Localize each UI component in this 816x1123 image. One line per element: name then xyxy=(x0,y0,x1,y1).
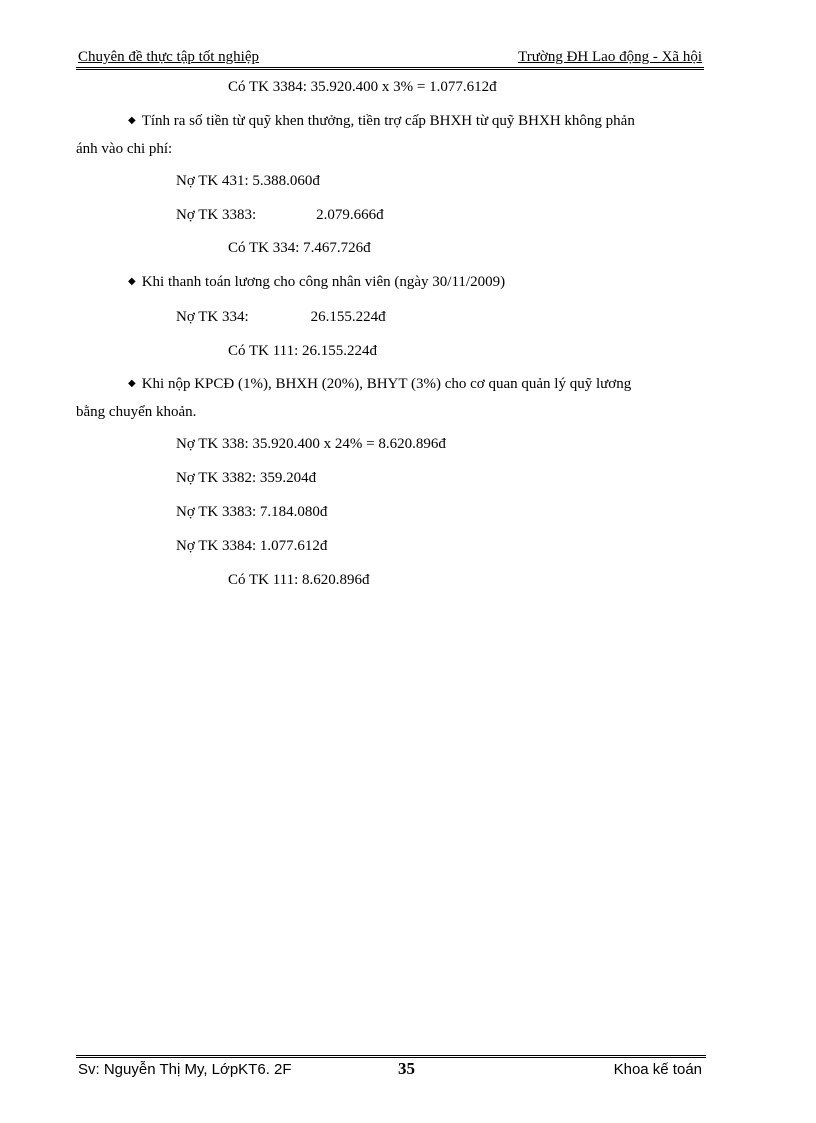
paragraph-text: Khi thanh toán lương cho công nhân viên (ngày 30/11/2009) xyxy=(141,274,506,290)
entry-no-334 xyxy=(176,307,386,327)
paragraph-thanh-toan xyxy=(128,272,505,294)
header-right-title: Trường ĐH Lao động - Xã hội xyxy=(518,49,702,65)
entry-no-3384: Nợ TK 3384: 1.077.612đ xyxy=(176,538,328,554)
paragraph-text-cont: ánh vào chi phí: xyxy=(76,141,173,157)
page-footer xyxy=(76,1055,706,1082)
paragraph-text: Khi nộp KPCĐ (1%), BHXH (20%), BHYT (3%) cho cơ quan quản lý quỹ lương xyxy=(141,376,632,392)
entry-co-3384: Có TK 3384: 35.920.400 x 3% = 1.077.612đ xyxy=(228,79,497,95)
entry-amount: 26.155.224đ xyxy=(310,309,386,325)
header-left-title: Chuyên đề thực tập tốt nghiệp xyxy=(78,49,260,65)
entry-co-111: Có TK 111: 26.155.224đ xyxy=(228,343,378,359)
footer-faculty: Khoa kế toán xyxy=(613,1061,702,1078)
bullet-icon: ◆ xyxy=(128,378,136,389)
entry-no-338: Nợ TK 338: 35.920.400 x 24% = 8.620.896đ xyxy=(176,436,446,452)
page-number: 35 xyxy=(398,1059,415,1078)
footer-student: Sv: Nguyễn Thị My, LớpKT6. 2F xyxy=(78,1061,292,1078)
bullet-icon: ◆ xyxy=(128,276,136,287)
entry-no-3383-b: Nợ TK 3383: 7.184.080đ xyxy=(176,504,328,520)
entry-co-111-b: Có TK 111: 8.620.896đ xyxy=(228,572,370,588)
paragraph-nop-kpcd xyxy=(76,371,728,425)
paragraph-text: Tính ra số tiền từ quỹ khen thưởng, tiền trợ cấp BHXH từ quỹ BHXH không phản xyxy=(141,113,635,129)
page-header xyxy=(76,49,704,68)
bullet-icon: ◆ xyxy=(128,115,136,126)
entry-account: Nợ TK 334: xyxy=(176,309,249,325)
entry-account: Nợ TK 3383: xyxy=(176,207,257,223)
entry-amount: 2.079.666đ xyxy=(316,207,384,223)
entry-no-3383 xyxy=(176,205,384,225)
entry-no-3382: Nợ TK 3382: 359.204đ xyxy=(176,470,317,486)
entry-co-334: Có TK 334: 7.467.726đ xyxy=(228,240,371,256)
paragraph-text-cont: bằng chuyển khoản. xyxy=(76,404,197,420)
entry-no-431: Nợ TK 431: 5.388.060đ xyxy=(176,173,320,189)
paragraph-khen-thuong xyxy=(76,108,728,162)
